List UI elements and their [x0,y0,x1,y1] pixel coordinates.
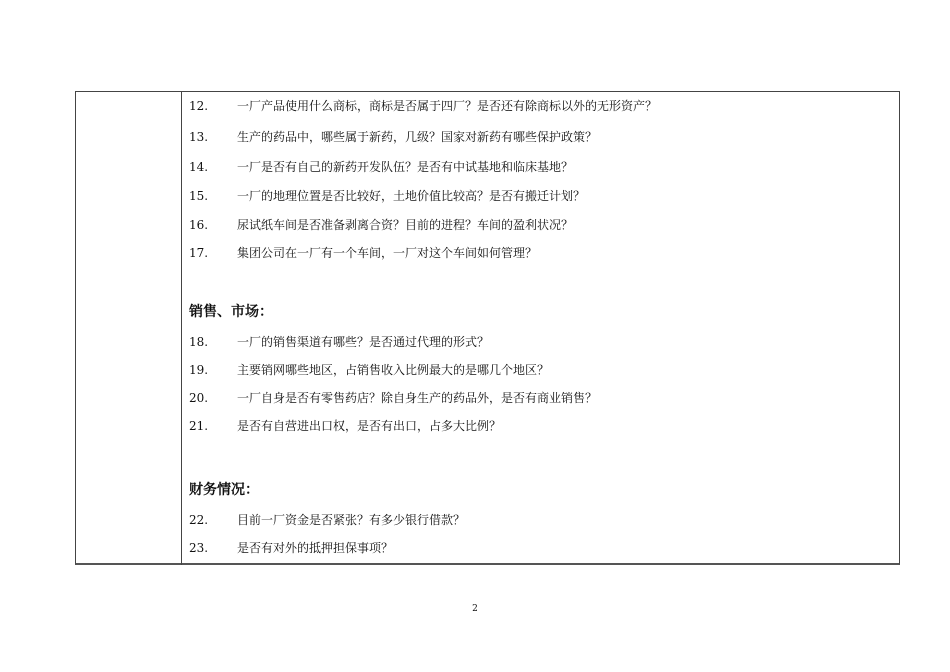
question-text: 是否有对外的抵押担保事项？ [237,541,394,555]
question-number: 19. [189,363,209,377]
question-text: 尿试纸车间是否准备剥离合资？目前的进程？车间的盈利状况？ [237,218,574,232]
question-item [189,130,597,144]
question-text: 目前一厂资金是否紧张？有多少银行借款？ [237,513,466,527]
question-text: 一厂自身是否有零售药店？除自身生产的药品外，是否有商业销售？ [237,391,598,405]
question-text: 生产的药品中，哪些属于新药，几级？国家对新药有哪些保护政策？ [237,130,598,144]
question-number: 20. [189,391,209,405]
section-heading-finance: 财务情况： [189,482,259,498]
question-item [189,419,501,433]
question-text: 主要销网哪些地区，占销售收入比例最大的是哪几个地区？ [237,363,550,377]
question-item [189,99,657,113]
question-text: 一厂的地理位置是否比较好，土地价值比较高？是否有搬迁计划？ [237,189,586,203]
question-item [189,189,585,203]
question-text: 一厂的销售渠道有哪些？是否通过代理的形式？ [237,335,490,349]
question-text: 一厂是否有自己的新药开发队伍？是否有中试基地和临床基地？ [237,160,574,174]
section-heading-sales: 销售、市场： [189,304,273,320]
question-text: 集团公司在一厂有一个车间，一厂对这个车间如何管理？ [237,246,538,260]
question-text: 是否有自营进出口权，是否有出口，占多大比例？ [237,419,502,433]
question-item [189,335,489,349]
question-item [189,541,393,555]
question-item [189,218,573,232]
question-number: 13. [189,130,209,144]
question-number: 22. [189,513,209,527]
question-number: 15. [189,189,209,203]
question-number: 14. [189,160,209,174]
question-number: 21. [189,419,209,433]
question-number: 12. [189,99,209,113]
question-item [189,246,537,260]
table-column-divider [181,91,182,565]
question-text: 一厂产品使用什么商标，商标是否属于四厂？是否还有除商标以外的无形资产？ [237,99,658,113]
page-number: 2 [472,604,478,614]
question-item [189,513,465,527]
question-item [189,391,597,405]
question-number: 16. [189,218,209,232]
question-number: 18. [189,335,209,349]
question-item [189,363,549,377]
question-item [189,160,573,174]
question-number: 17. [189,246,209,260]
question-number: 23. [189,541,209,555]
